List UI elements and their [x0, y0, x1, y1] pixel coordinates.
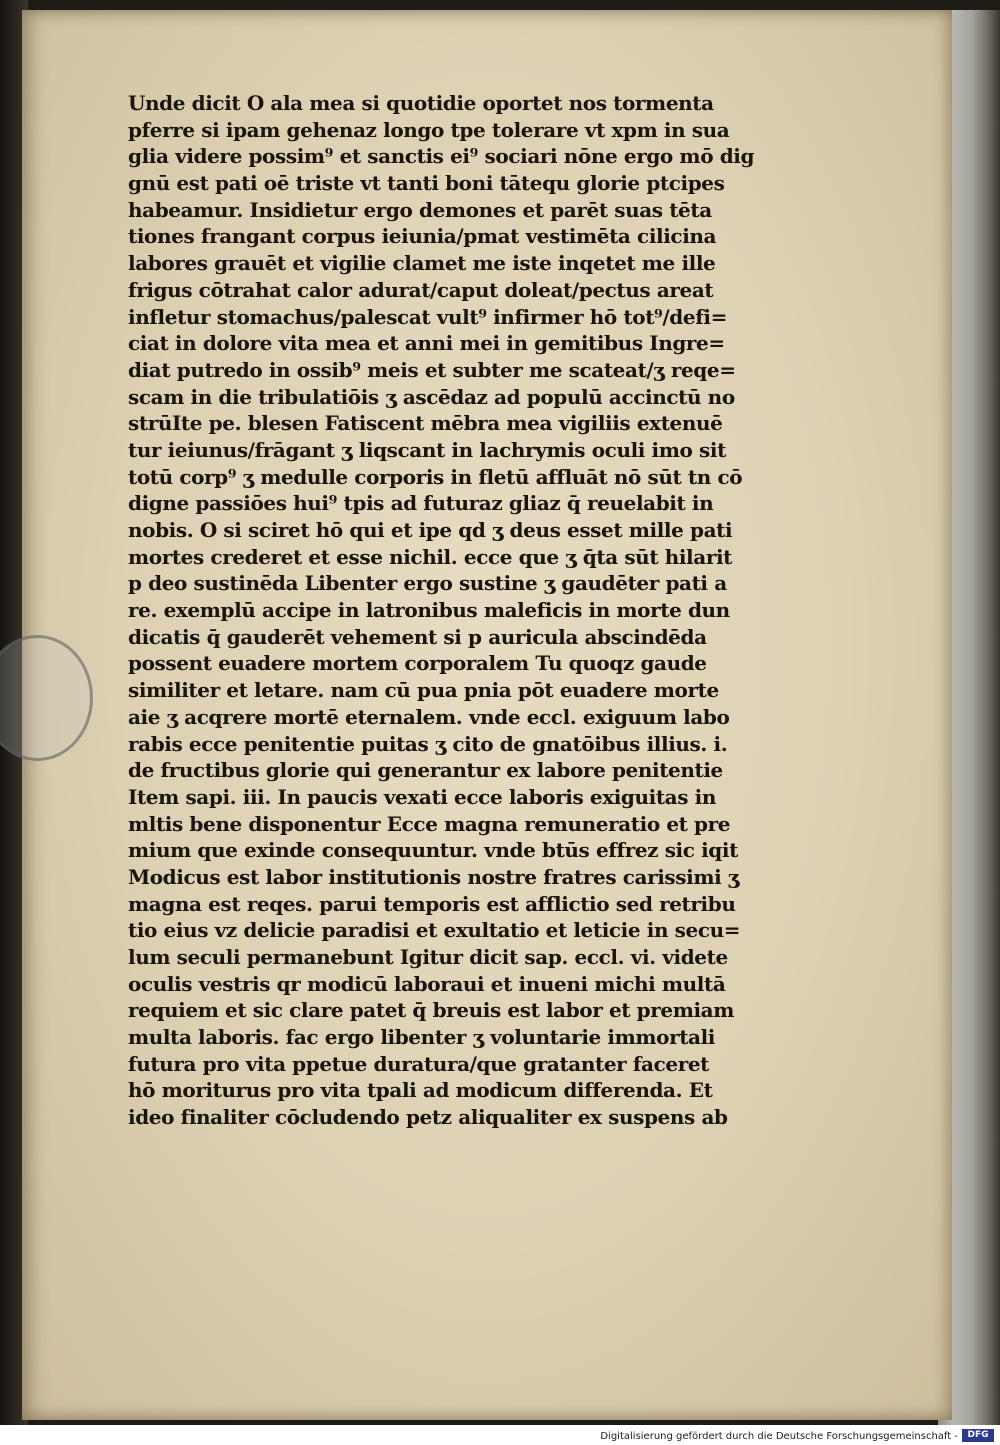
- text-line: totū corp⁹ ʒ medulle corporis in fletū affluāt nō sūt tn cō: [128, 464, 743, 489]
- text-line: strūIte pe. blesen Fatiscent mēbra mea vigiliis extenuē: [128, 411, 723, 436]
- text-line: rabis ecce penitentie puitas ʒ cito de gnatōibus illius. i.: [128, 731, 728, 756]
- text-line: tio eius vz delicie paradisi et exultatio et leticie in secu=: [128, 918, 741, 943]
- text-line: nobis. O si sciret hō qui et ipe qd ʒ deus esset mille pati: [128, 518, 733, 542]
- text-block: [128, 90, 868, 1131]
- text-line: frigus cōtrahat calor adurat/caput doleat/pectus areat: [128, 277, 714, 302]
- text-line: infletur stomachus/palescat vult⁹ infirmer hō tot⁹/defi=: [128, 304, 727, 329]
- text-line: magna est reqes. parui temporis est afflictio sed retribu: [128, 891, 736, 916]
- text-line: lum seculi permanebunt Igitur dicit sap. eccl. vi. videte: [128, 945, 728, 969]
- book-page: [22, 10, 952, 1420]
- text-line: digne passiōes hui⁹ tpis ad futuraz gliaz q̄ reuelabit in: [128, 491, 714, 516]
- dfg-logo: DFG: [962, 1429, 994, 1442]
- text-line: tur ieiunus/frāgant ʒ liqscant in lachrymis oculi imo sit: [128, 437, 726, 462]
- footer-bar: [0, 1425, 1000, 1445]
- text-line: Modicus est labor institutionis nostre fratres carissimi ʒ: [128, 864, 739, 889]
- text-line: ideo finaliter cōcludendo petz aliqualiter ex suspens ab: [128, 1105, 728, 1130]
- text-line: Unde dicit O ala mea si quotidie oportet nos tormenta: [128, 91, 714, 115]
- text-line: gnū est pati oē triste vt tanti boni tātequ glorie ptcipes: [128, 171, 725, 196]
- text-line: pferre si ipam gehenaz longo tpe tolerare vt xpm in sua: [128, 117, 730, 142]
- text-line: ciat in dolore vita mea et anni mei in gemitibus Ingre=: [128, 331, 725, 356]
- text-line: de fructibus glorie qui generantur ex labore penitentie: [128, 758, 723, 783]
- text-line: oculis vestris qr modicū laboraui et inueni michi multā: [128, 971, 726, 996]
- text-line: similiter et letare. nam cū pua pnia pōt euadere morte: [128, 678, 719, 703]
- text-line: requiem et sic clare patet q̄ breuis est labor et premiam: [128, 998, 734, 1023]
- text-line: p deo sustinēda Libenter ergo sustine ʒ gaudēter pati a: [128, 571, 727, 596]
- text-line: dicatis q̄ gauderēt vehement si p auricula abscindēda: [128, 624, 707, 649]
- text-line: re. exemplū accipe in latronibus maleficis in morte dun: [128, 598, 730, 623]
- text-line: mltis bene disponentur Ecce magna remuneratio et pre: [128, 811, 731, 836]
- footer-credit: Digitalisierung gefördert durch die Deutsche Forschungsgemeinschaft -: [600, 1431, 958, 1442]
- text-line: futura pro vita ppetue duratura/que gratanter faceret: [128, 1051, 710, 1076]
- page-clip: [0, 635, 93, 761]
- text-line: habeamur. Insidietur ergo demones et parēt suas tēta: [128, 197, 712, 222]
- text-line: labores grauēt et vigilie clamet me iste inqetet me ille: [128, 251, 716, 276]
- text-line: tiones frangant corpus ieiunia/pmat vestimēta cilicina: [128, 224, 717, 249]
- text-line: multa laboris. fac ergo libenter ʒ voluntarie immortali: [128, 1025, 715, 1050]
- text-line: scam in die tribulatiōis ʒ ascēdaz ad populū accinctū no: [128, 384, 735, 409]
- text-line: Item sapi. iii. In paucis vexati ecce laboris exiguitas in: [128, 784, 716, 809]
- text-line: possent euadere mortem corporalem Tu quoqz gaude: [128, 651, 707, 676]
- text-line: mium que exinde consequuntur. vnde btūs effrez sic iqit: [128, 838, 738, 863]
- text-line: glia videre possim⁹ et sanctis ei⁹ sociari nōne ergo mō dig: [128, 144, 755, 169]
- text-line: diat putredo in ossib⁹ meis et subter me scateat/ʒ reqe=: [128, 357, 736, 382]
- text-line: hō moriturus pro vita tpali ad modicum differenda. Et: [128, 1078, 713, 1103]
- text-line: aie ʒ acqrere mortē eternalem. vnde eccl. exiguum labo: [128, 704, 730, 729]
- text-line: mortes crederet et esse nichil. ecce que ʒ q̄ta sūt hilarit: [128, 544, 732, 569]
